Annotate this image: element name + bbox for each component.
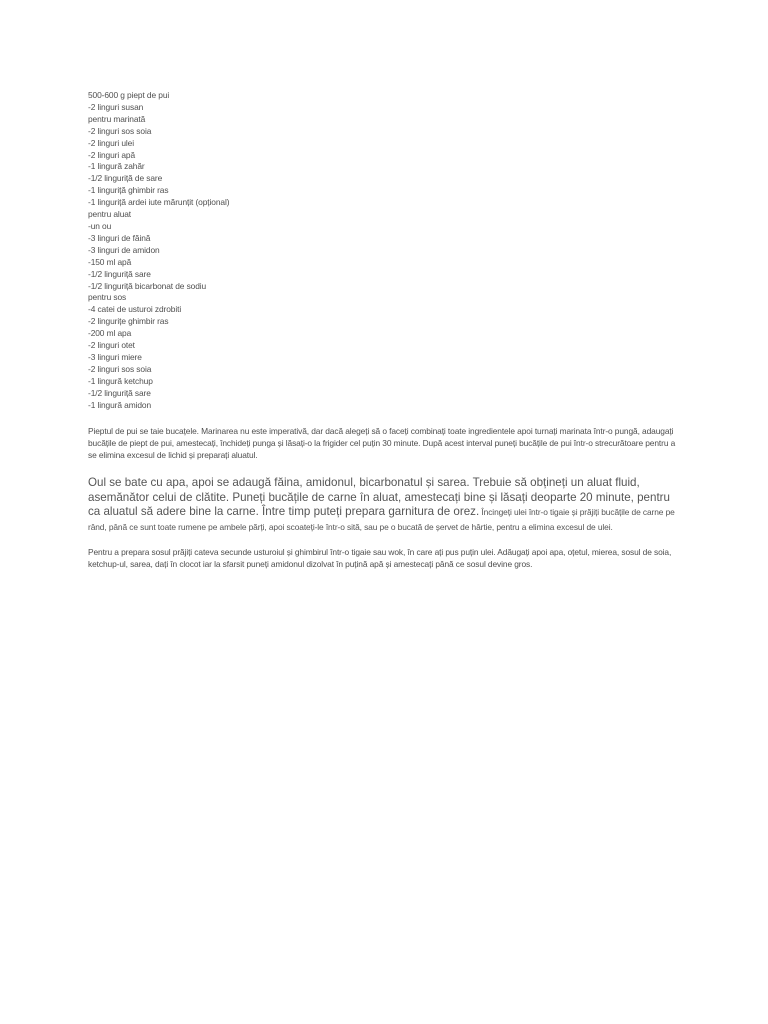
batter-text: Oul se bate cu apa, apoi se adaugă făina, amidonul, bicarbonatul și sarea. Trebuie să obțineți un aluat fluid, asemănător celui de clătite. Puneți bucățile de carne în aluat, amestecați bine și lăsați deoparte 20 minute, pentru ca aluatul să adere bine la carne. Între timp puteți prepara garnitura de orez. — [88, 476, 670, 519]
instructions-paragraph-batter — [88, 476, 680, 534]
ingredient-line: -4 catei de usturoi zdrobiti — [88, 304, 182, 315]
ingredient-line: -200 ml apa — [88, 328, 132, 339]
section-heading-sauce: pentru sos — [88, 292, 127, 303]
ingredient-line: -2 linguri sos soia — [88, 363, 152, 374]
ingredient-line: -2 linguri apă — [88, 149, 136, 160]
ingredient-line: -1 linguriță ardei iute mărunțit (opțional) — [88, 197, 230, 208]
ingredient-line: -1 lingură ketchup — [88, 375, 153, 386]
ingredient-line: -150 ml apă — [88, 256, 132, 267]
frying-text: Încingeți ulei într-o tigaie și prăjiți bucățile de carne pe rând, până ce sunt toate rumene pe ambele părți, apoi scoateți-le într-o sită, sau pe o bucată de șervet de hârtie, pentru a elimina excesul de ulei. — [88, 507, 675, 532]
ingredient-line: -3 linguri de făină — [88, 232, 151, 243]
instructions-paragraph-sauce: Pentru a prepara sosul prăjiți cateva secunde usturoiul și ghimbirul într-o tigaie sau wok, în care ați pus puțin ulei. Adăugați apoi apa, oțetul, mierea, sosul de soia, ketchup-ul, sarea, dați în clocot iar la sfarsit puneți amidonul dizolvat în puțină apă și amestecați până ce sosul devine gros. — [88, 547, 672, 569]
ingredient-line: -2 lingurițe ghimbir ras — [88, 316, 169, 327]
ingredient-line: -un ou — [88, 220, 112, 231]
ingredient-line: 500-600 g piept de pui — [88, 90, 170, 100]
ingredient-line: -3 linguri de amidon — [88, 244, 160, 255]
ingredient-line: -2 linguri ulei — [88, 137, 134, 148]
ingredient-line: -1 linguriță ghimbir ras — [88, 185, 169, 196]
ingredient-line: -1/2 linguriță de sare — [88, 173, 163, 184]
ingredient-line: -2 linguri otet — [88, 340, 135, 351]
section-heading-marinade: pentru marinată — [88, 113, 146, 124]
ingredient-line: -3 linguri miere — [88, 351, 142, 362]
ingredient-line: -1/2 linguriță sare — [88, 268, 151, 279]
ingredient-line: -2 linguri sos soia — [88, 125, 152, 136]
ingredient-line: -1/2 linguriță bicarbonat de sodiu — [88, 280, 207, 291]
ingredient-line: -1 lingură zahăr — [88, 161, 145, 172]
ingredient-line: -1 lingură amidon — [88, 399, 152, 410]
ingredient-line: -2 linguri susan — [88, 101, 144, 112]
ingredient-list — [88, 90, 229, 411]
instructions-paragraph-chicken: Pieptul de pui se taie bucațele. Marinarea nu este imperativă, dar dacă alegeți să o faceți combinați toate ingredientele apoi turnați marinata într-o pungă, adaugați bucățile de piept de pui, amestecați, închideți punga și lăsați-o la frigider cel puțin 30 minute. După acest interval puneți bucățile de pui într-o strecurătoare pentru a se elimina excesul de lichid și preparați aluatul. — [88, 426, 676, 460]
section-heading-batter: pentru aluat — [88, 209, 132, 220]
ingredient-line: -1/2 linguriță sare — [88, 387, 151, 398]
